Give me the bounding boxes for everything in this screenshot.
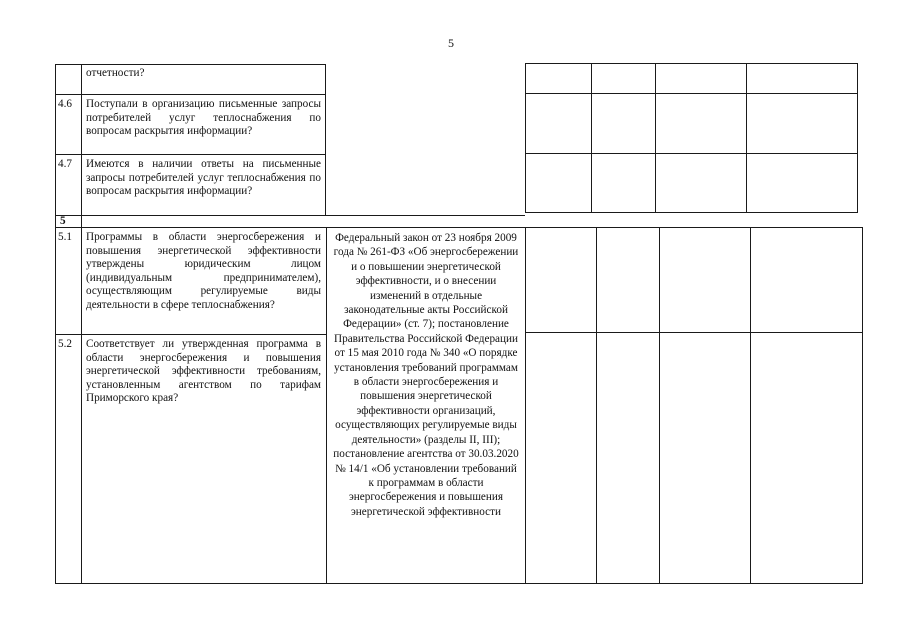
question-text: Поступали в организацию письменные запросы потребителей услуг теплоснабжения по вопросам раскрытия информации? bbox=[86, 98, 321, 138]
legal-basis-text: Федеральный закон от 23 ноября 2009 года № 261-ФЗ «Об энергосбережении и о повышении энергетической эффективности, и о внесении изменений в отдельные законодательные акты Российской Федерации» (ст. 7); постановление Правительства Российской Федерации от 15 мая 2010 года № 340 «О порядке установления требований программам в области энергосбережения и повышения энергетической эффективности организаций, осуществляющих регулируемые виды деятельности» (разделы II, III); постановление агентства от 30.03.2020 № 14/1 «Об установлении требований к программам в области энергосбережения и повышения энергетической эффективности bbox=[333, 232, 519, 518]
item-number: 4.7 bbox=[58, 158, 72, 170]
section-number: 5 bbox=[60, 215, 66, 227]
question-text: Соответствует ли утвержденная программа в области энергосбережения и повышения энергетической эффективности требованиям, установленным агентством по тарифам Приморского края? bbox=[86, 338, 321, 405]
item-number: 5.2 bbox=[58, 338, 72, 350]
question-text: Программы в области энергосбережения и повышения энергетической эффективности утверждены юридическим лицом (индивидуальным предпринимателем), осуществляющим регулируемые виды деятельности в сфере теплоснабжения? bbox=[86, 231, 321, 311]
page-number: 5 bbox=[448, 36, 454, 50]
item-number: 5.1 bbox=[58, 231, 72, 243]
item-number: 4.6 bbox=[58, 98, 72, 110]
question-text: отчетности? bbox=[86, 67, 145, 79]
question-text: Имеются в наличии ответы на письменные запросы потребителей услуг теплоснабжения по вопросам раскрытия информации? bbox=[86, 158, 321, 198]
